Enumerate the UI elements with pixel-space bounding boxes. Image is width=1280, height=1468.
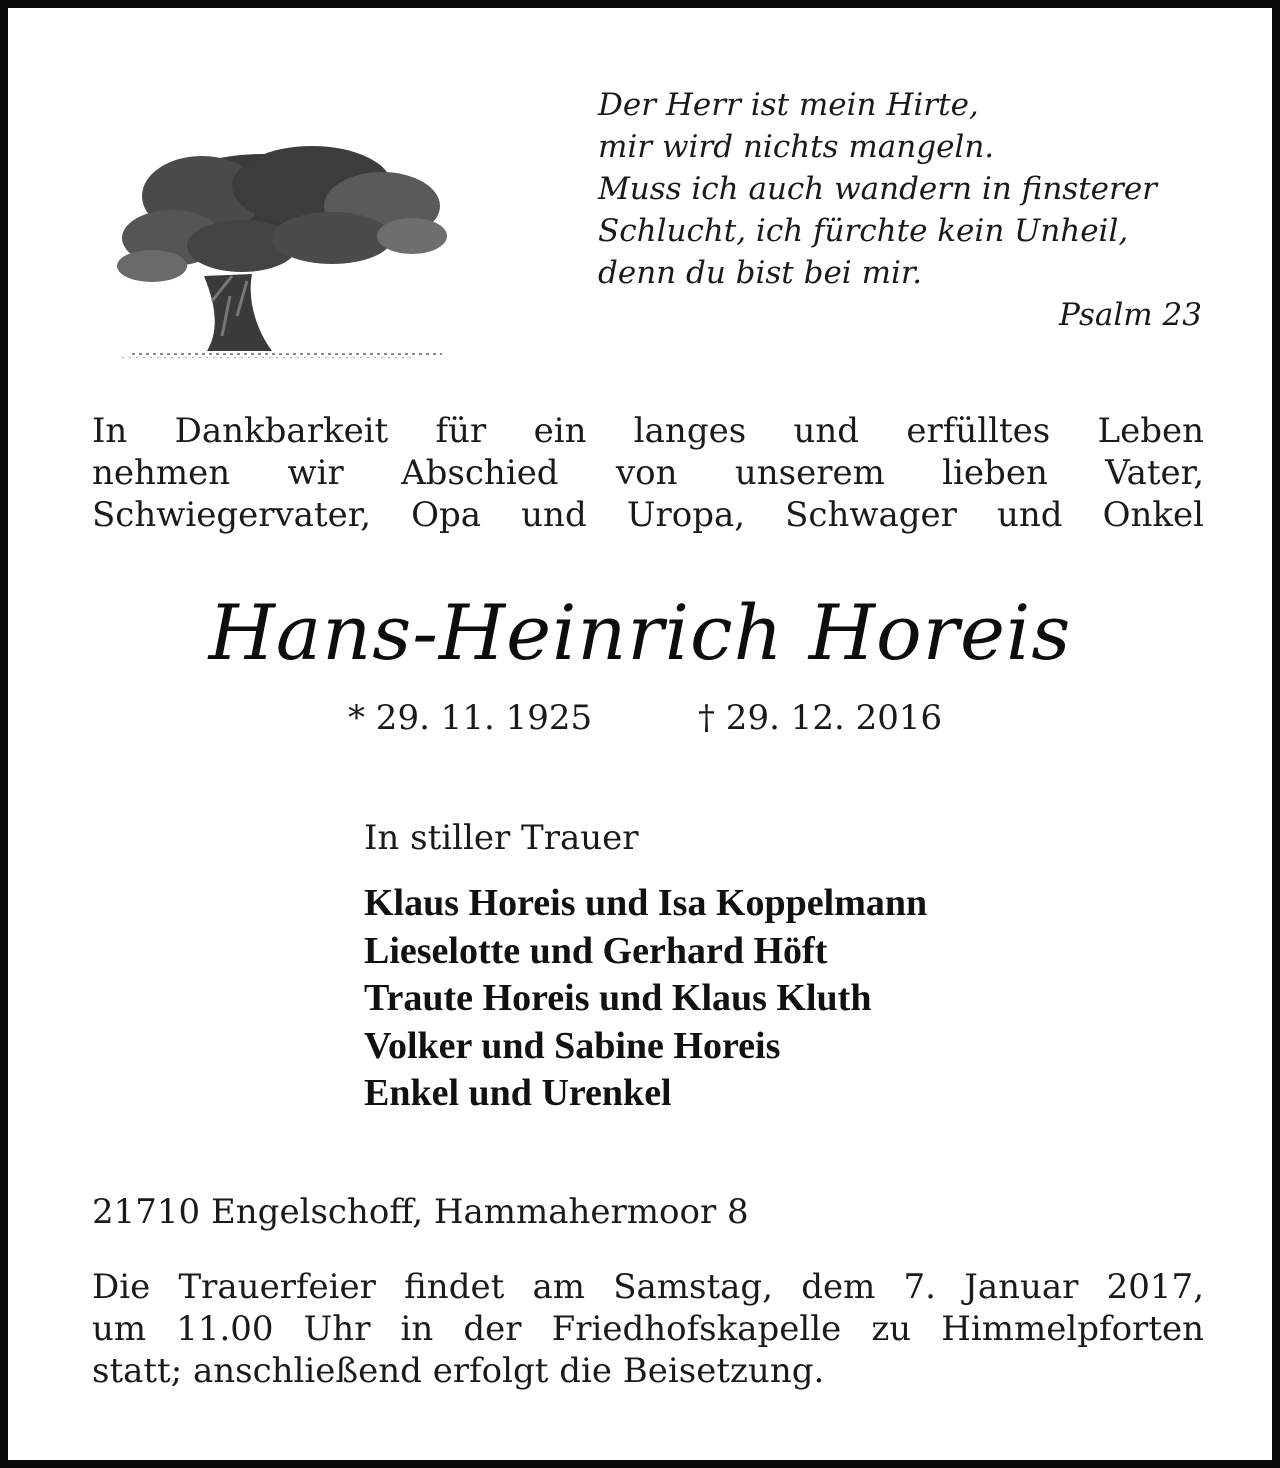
service-line: um 11.00 Uhr in der Friedhofskapelle zu Himmelpforten — [92, 1309, 1204, 1349]
intro-line: nehmen wir Abschied von unserem lieben Vater, — [92, 453, 1204, 493]
service-line: statt; anschließend erfolgt die Beisetzung. — [92, 1351, 825, 1391]
mourner-name: Enkel und Urenkel — [364, 1072, 672, 1114]
psalm-line: Muss ich auch wandern in finsterer — [598, 171, 1157, 207]
service-line: Die Trauerfeier findet am Samstag, dem 7. Januar 2017, — [92, 1267, 1204, 1307]
mourners-list — [364, 880, 1164, 1118]
intro-line: Schwiegervater, Opa und Uropa, Schwager und Onkel — [92, 495, 1204, 535]
address: 21710 Engelschoff, Hammahermoor 8 — [92, 1192, 749, 1232]
intro-line: In Dankbarkeit für ein langes und erfülltes Leben — [92, 411, 1204, 451]
intro-text — [92, 410, 1204, 536]
mourner-name: Volker und Sabine Horeis — [364, 1024, 781, 1067]
mourner-name: Klaus Horeis und Isa Koppelmann — [364, 882, 928, 924]
psalm-quote — [598, 84, 1208, 336]
deceased-name: Hans-Heinrich Horeis — [208, 588, 1072, 677]
service-info — [92, 1266, 1204, 1392]
psalm-reference: Psalm 23 — [1058, 297, 1202, 333]
psalm-line: Schlucht, ich fürchte kein Unheil, — [598, 213, 1129, 249]
mourner-name: Traute Horeis und Klaus Kluth — [364, 977, 872, 1019]
birth-date: * 29. 11. 1925 — [348, 698, 593, 738]
death-date: † 29. 12. 2016 — [698, 698, 943, 738]
psalm-line: denn du bist bei mir. — [598, 255, 923, 291]
mourner-name: Lieselotte und Gerhard Höft — [364, 929, 828, 972]
mourning-heading: In stiller Trauer — [364, 818, 639, 858]
psalm-line: mir wird nichts mangeln. — [598, 129, 995, 165]
tree-illustration — [112, 126, 452, 358]
psalm-line: Der Herr ist mein Hirte, — [598, 87, 979, 123]
